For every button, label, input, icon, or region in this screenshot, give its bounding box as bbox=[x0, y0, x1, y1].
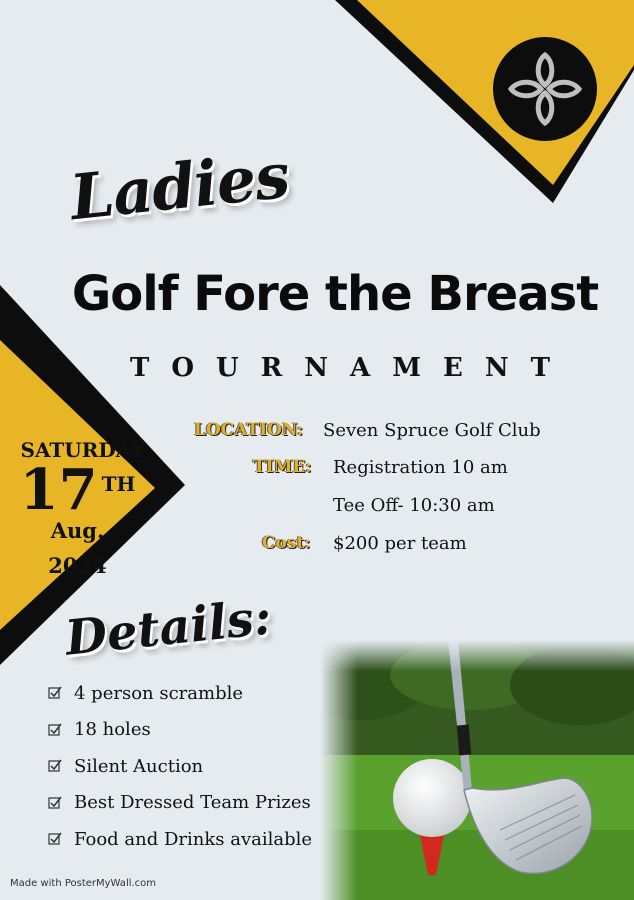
list-item bbox=[48, 748, 312, 785]
time-value-tee-off: Tee Off- 10:30 am bbox=[333, 495, 495, 516]
date-month: Aug. bbox=[50, 518, 105, 543]
tournament-subtitle: TOURNAMENT bbox=[130, 353, 572, 383]
logo-badge bbox=[493, 37, 597, 141]
location-value: Seven Spruce Golf Club bbox=[323, 420, 541, 441]
checkbox-icon bbox=[48, 686, 62, 700]
credit-text: Made with PosterMyWall.com bbox=[10, 878, 157, 889]
list-item-label: Food and Drinks available bbox=[74, 828, 313, 850]
list-item-label: 4 person scramble bbox=[74, 682, 243, 704]
ladies-script-heading: Ladies bbox=[66, 138, 293, 235]
location-label: LOCATION: bbox=[194, 420, 304, 440]
date-suffix: TH bbox=[101, 472, 136, 496]
time-value-registration: Registration 10 am bbox=[333, 457, 508, 478]
logo-flower-icon bbox=[505, 49, 585, 129]
cost-value: $200 per team bbox=[333, 533, 467, 554]
checkbox-icon bbox=[48, 759, 62, 773]
checkbox-icon bbox=[48, 796, 62, 810]
list-item-label: Silent Auction bbox=[74, 755, 204, 777]
date-day-number: 17 bbox=[19, 457, 98, 523]
cost-label: Cost: bbox=[262, 533, 311, 553]
date-weekday: SATURDAY bbox=[20, 438, 145, 462]
details-script-heading: Details: bbox=[62, 589, 275, 667]
golf-photo bbox=[320, 640, 634, 900]
checkbox-icon bbox=[48, 832, 62, 846]
list-item bbox=[48, 712, 312, 749]
date-year: 2024 bbox=[48, 553, 107, 578]
time-label: TIME: bbox=[253, 457, 312, 477]
list-item-label: 18 holes bbox=[74, 719, 151, 741]
date-block bbox=[0, 438, 175, 578]
page-title: Golf Fore the Breast bbox=[71, 266, 599, 322]
list-item bbox=[48, 675, 312, 712]
details-list bbox=[48, 675, 312, 858]
list-item bbox=[48, 785, 312, 822]
list-item bbox=[48, 821, 312, 858]
checkbox-icon bbox=[48, 723, 62, 737]
list-item-label: Best Dressed Team Prizes bbox=[74, 792, 311, 814]
